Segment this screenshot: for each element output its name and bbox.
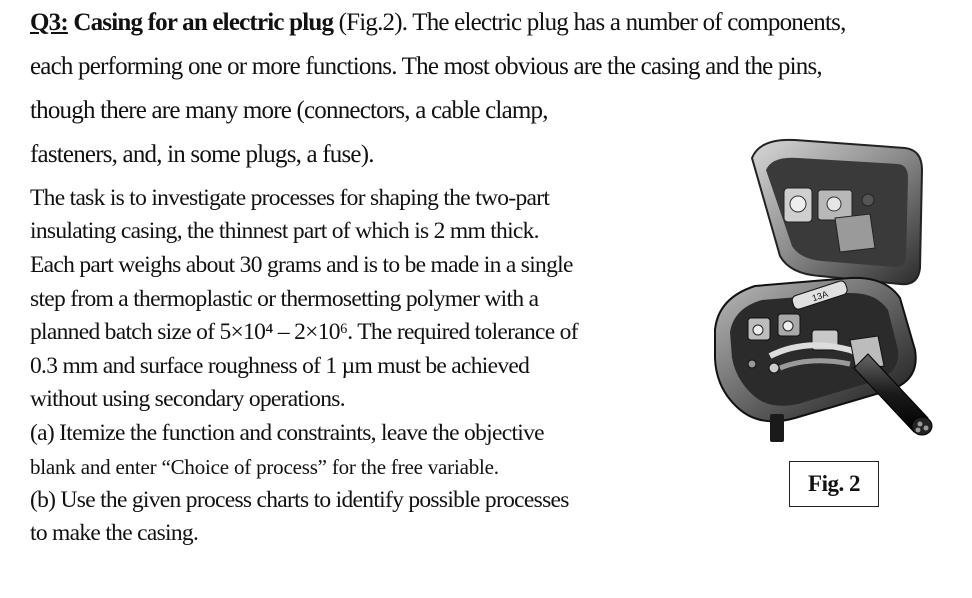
part-a-continued: blank and enter “Choice of process” for the free variable. — [30, 455, 499, 479]
task-line: step from a thermoplastic or thermosetting polymer with a — [30, 286, 539, 312]
intro-line: each performing one or more functions. The most obvious are the casing and the pins, — [30, 53, 822, 80]
task-line: The task is to investigate processes for shaping the two-part — [30, 185, 550, 211]
part-a: (a) Itemize the function and constraints, leave the objective — [30, 420, 544, 446]
task-line: without using secondary operations. — [30, 386, 345, 412]
part-b-continued: to make the casing. — [30, 520, 199, 546]
question-number: Q3: — [30, 9, 68, 36]
task-line: 0.3 mm and surface roughness of 1 µm must be achieved — [30, 353, 530, 379]
question-title-ref: (Fig.2). The electric plug has a number of components, — [333, 9, 846, 36]
casing-top-half — [752, 140, 922, 284]
task-line: Each part weighs about 30 grams and is to be made in a single — [30, 252, 573, 278]
question-title: Casing for an electric plug — [73, 9, 334, 36]
part-b: (b) Use the given process charts to identify possible processes — [30, 487, 569, 513]
casing-bottom-half — [715, 278, 916, 442]
figure-caption: Fig. 2 — [789, 461, 879, 507]
intro-line: though there are many more (connectors, a cable clamp, — [30, 97, 548, 124]
task-line: insulating casing, the thinnest part of which is 2 mm thick. — [30, 218, 539, 244]
question-heading — [30, 8, 846, 38]
task-line: planned batch size of 5×10⁴ – 2×10⁶. The required tolerance of — [30, 319, 578, 345]
electric-plug-figure — [700, 118, 940, 458]
fuse-label: 13A — [810, 288, 830, 304]
intro-line: fasteners, and, in some plugs, a fuse). — [30, 141, 374, 168]
